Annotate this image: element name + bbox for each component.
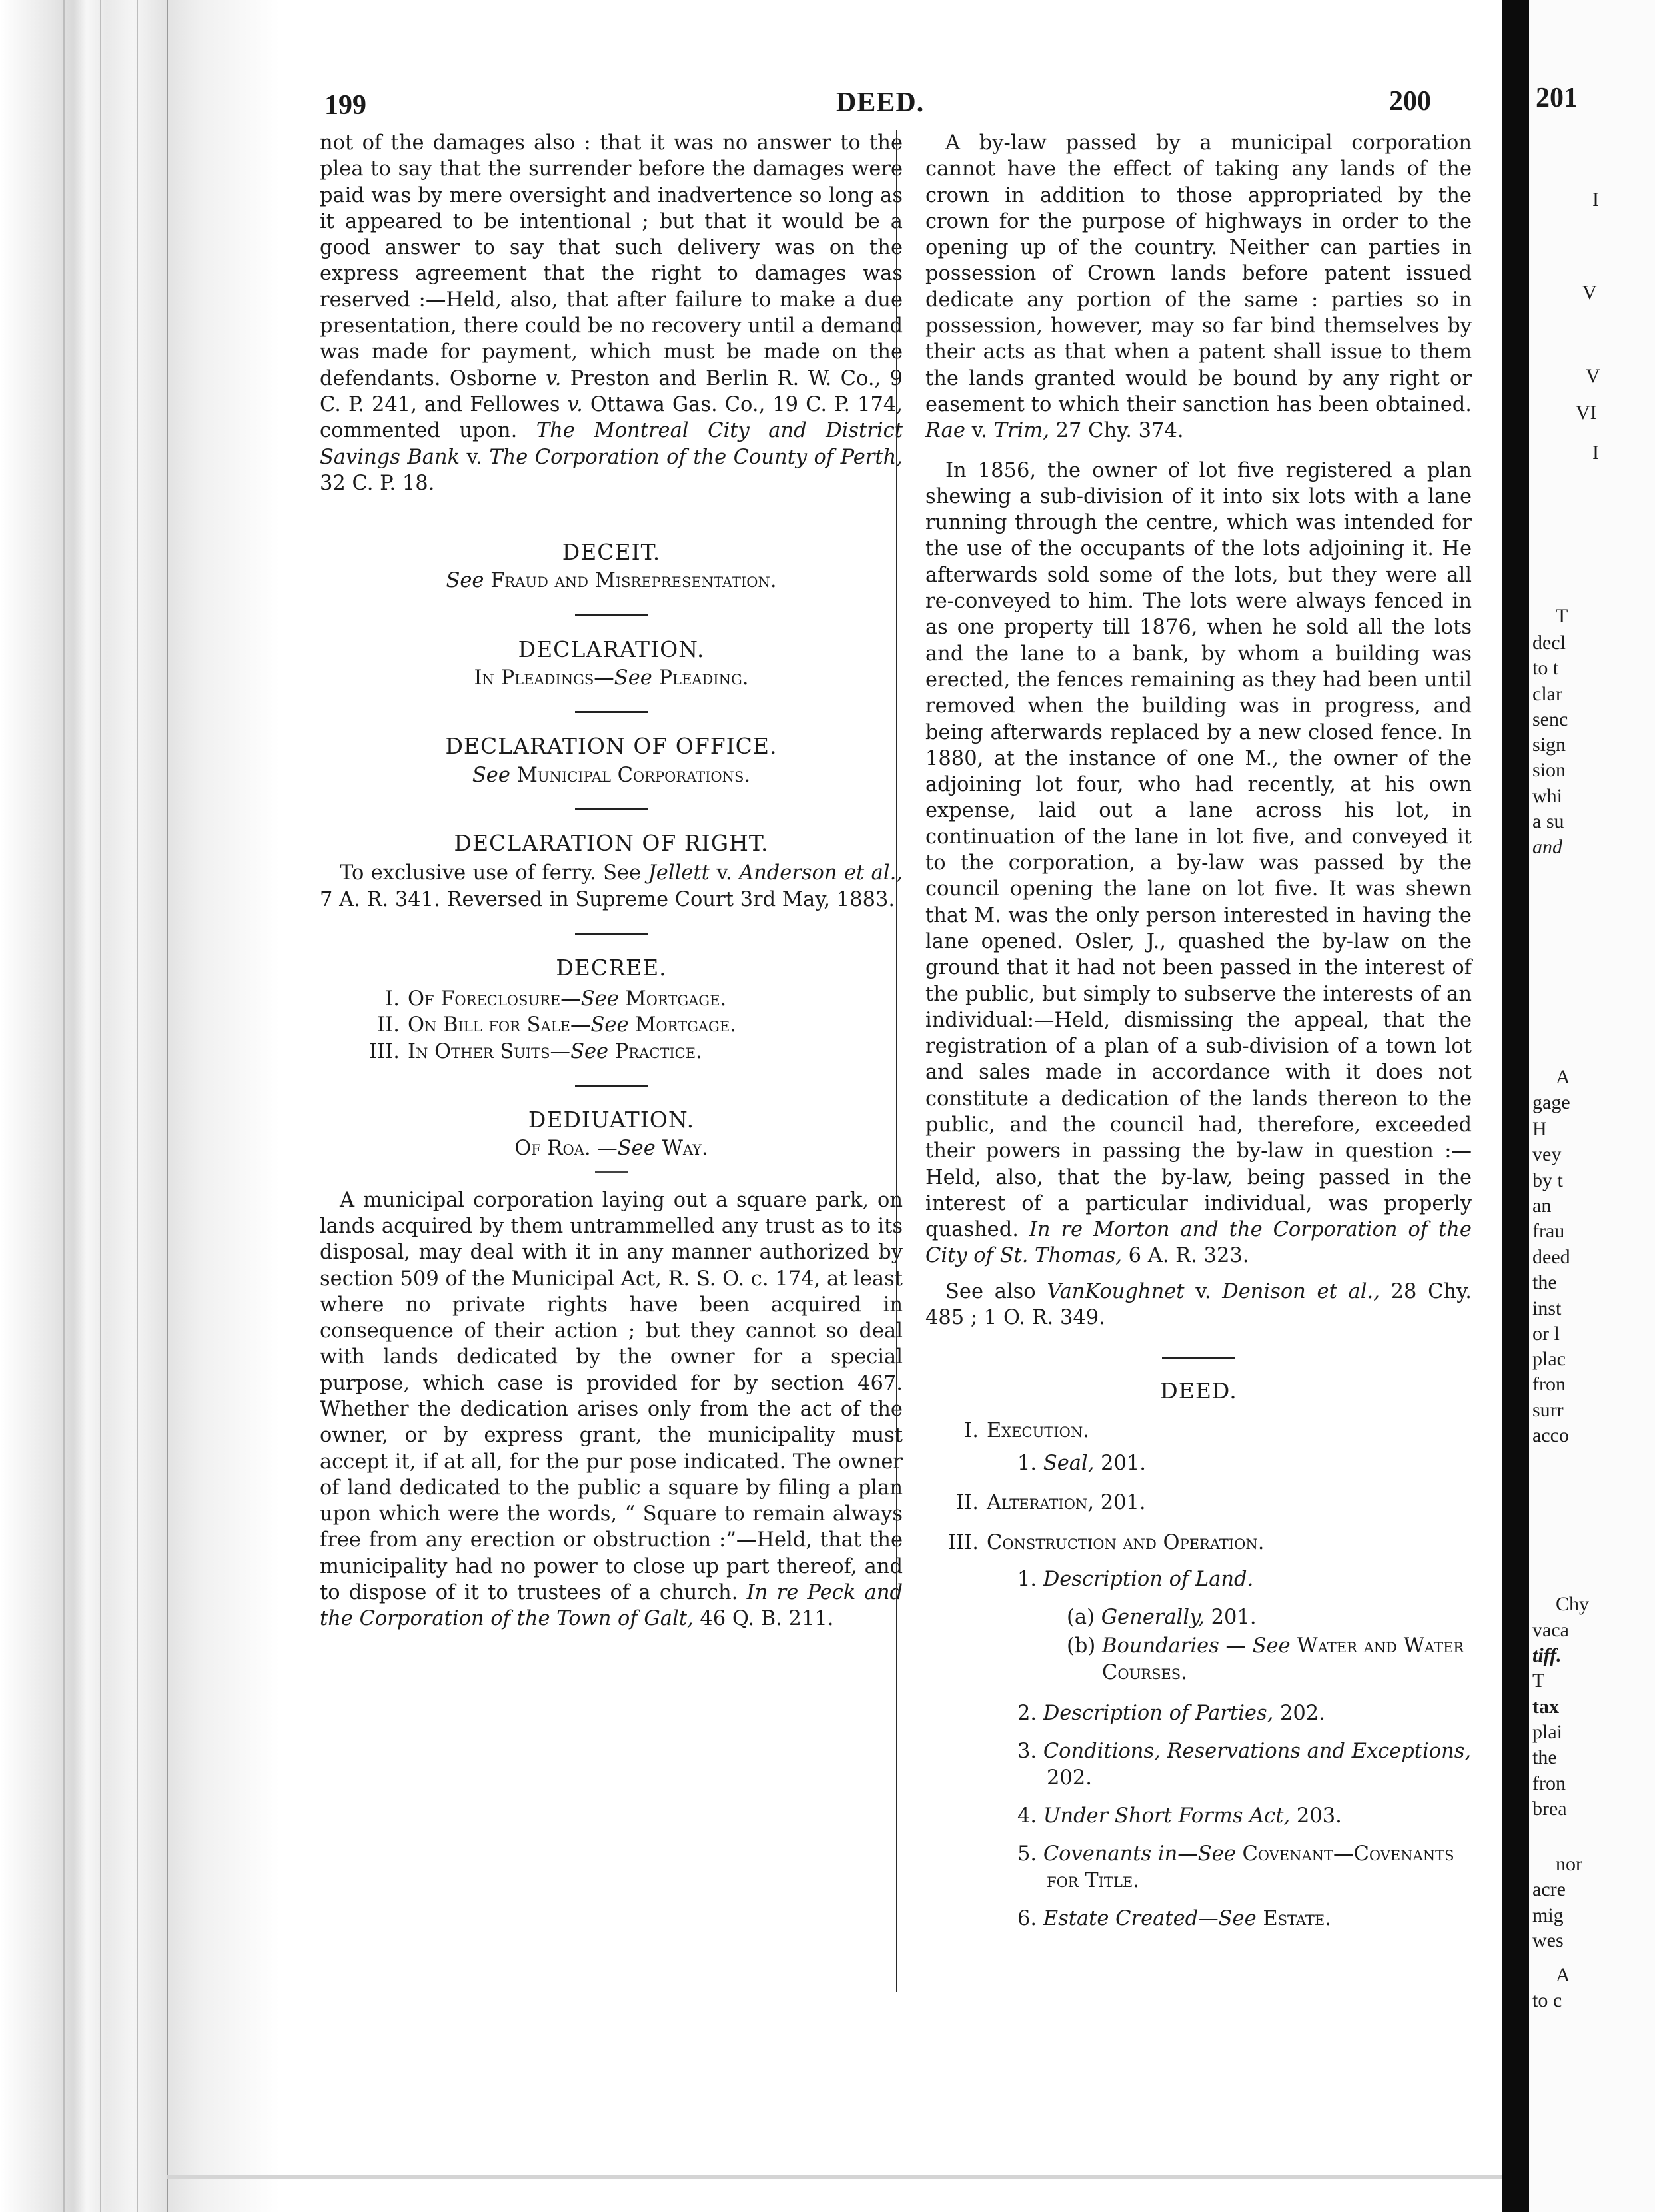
deed-outline-item: 3. Conditions, Reservations and Exceptions, 202. bbox=[1017, 1740, 1472, 1790]
decree-item: III. In Other Suits—See Practice. bbox=[369, 1039, 702, 1063]
next-page-fragment: V bbox=[1586, 365, 1600, 387]
divider bbox=[575, 808, 648, 810]
deed-outline-item: 5. Covenants in—See Covenant—Covenants for Title. bbox=[1017, 1842, 1454, 1892]
right-column bbox=[896, 130, 1472, 1992]
next-page-fragment: Chy bbox=[1556, 1593, 1590, 1615]
next-page-fragment: to t bbox=[1532, 657, 1559, 679]
next-page-fragment: sion bbox=[1532, 759, 1566, 781]
next-page-fragment: A bbox=[1556, 1066, 1570, 1088]
page-stack-edge bbox=[0, 0, 286, 2212]
running-header bbox=[293, 77, 1486, 121]
next-page-fragment: vaca bbox=[1532, 1619, 1569, 1641]
deed-outline-item: 2. Description of Parties, 202. bbox=[1017, 1702, 1325, 1726]
divider bbox=[575, 1085, 648, 1087]
next-page-fragment: I bbox=[1592, 189, 1599, 211]
running-title: DEED. bbox=[836, 87, 925, 118]
deed-outline-item: 1. Seal, 201. bbox=[1017, 1451, 1146, 1475]
heading-declaration-of-right: DECLARATION OF RIGHT. bbox=[454, 830, 769, 856]
next-page-fragment: gage bbox=[1532, 1091, 1570, 1113]
next-page-fragment: decl bbox=[1532, 632, 1566, 654]
right-paragraph-1: A by-law passed by a municipal corporation cannot have the effect of taking any lands of the crown in addition to those appropriated by the crown for the purpose of highways in order to the opening up of the country. Neither can parties in possession of Crown lands before patent issued dedicate any portion of the same : parties so in possession, however, may so far bind themselves by their acts as that when a patent shall issue to them the lands granted would be bound by any right or easement to which their sanction has been obtained. Rae v. Trim, 27 Chy. 374. bbox=[925, 131, 1472, 443]
left-paragraph-1: not of the damages also : that it was no answer to the plea to say that the surrender before the damages were paid was by mere oversight and inadvertence so long as it appeared to be intentional ; but that it would be a good answer to say that such delivery was on the express agreement that the right to damages was reserved :—Held, also, that after failure to make a due presentation, there could be no recovery until a demand was made for payment, which must be made on the defendants. Osborne v. Preston and Berlin R. W. Co., 9 C. P. 241, and Fellowes v. Ottawa Gas. Co., 19 C. P. 174, commented upon. The Montreal City and District Savings Bank v. The Corporation of the County of Perth, 32 C. P. 18. bbox=[320, 131, 903, 495]
next-page-fragment: nor bbox=[1556, 1853, 1582, 1875]
next-page-fragment: an bbox=[1532, 1195, 1552, 1217]
next-page-number: 201 bbox=[1536, 83, 1578, 113]
next-page-fragment: plai bbox=[1532, 1721, 1562, 1743]
page-number-left: 199 bbox=[324, 90, 366, 121]
next-page-fragment: acco bbox=[1532, 1424, 1569, 1446]
next-page-fragment: VI bbox=[1576, 402, 1597, 424]
next-page-edge bbox=[1529, 0, 1655, 2212]
decree-item: II. On Bill for Sale—See Mortgage. bbox=[377, 1013, 736, 1037]
declaration-of-right-text: To exclusive use of ferry. See Jellett v. Anderson et al., 7 A. R. 341. Reversed in Supreme Court 3rd May, 1883. bbox=[320, 861, 903, 911]
decree-outline bbox=[320, 986, 903, 1065]
next-page-fragment: A bbox=[1556, 1964, 1570, 1986]
heading-deceit: DECEIT. bbox=[562, 539, 661, 566]
next-page-fragment: the bbox=[1532, 1746, 1557, 1768]
deed-outline-item: (a) Generally, 201. bbox=[1067, 1606, 1257, 1630]
next-page-fragment: tax bbox=[1532, 1696, 1559, 1718]
next-page-fragment: V bbox=[1582, 282, 1597, 304]
next-page-fragment: vey bbox=[1532, 1143, 1562, 1165]
declaration-cross-reference: In Pleadings—See Pleading. bbox=[474, 666, 749, 690]
heading-decree: DECREE. bbox=[556, 954, 667, 981]
next-page-fragment: fron bbox=[1532, 1772, 1566, 1794]
deed-outline-item: 1. Description of Land. bbox=[1017, 1567, 1254, 1591]
next-page-fragment: plac bbox=[1532, 1348, 1566, 1370]
next-page-fragment: mig bbox=[1532, 1904, 1564, 1926]
deed-outline-item: (b) Boundaries — See Water and Water Courses. bbox=[1067, 1634, 1464, 1684]
heading-deed: DEED. bbox=[1160, 1378, 1237, 1404]
deed-outline-item: II. Alteration, 201. bbox=[956, 1491, 1146, 1515]
heading-dedication: DEDIUATION. bbox=[528, 1107, 695, 1133]
next-page-fragment: deed bbox=[1532, 1246, 1570, 1268]
next-page-fragment: whi bbox=[1532, 785, 1562, 807]
deed-outline-item: 4. Under Short Forms Act, 203. bbox=[1017, 1804, 1342, 1828]
next-page-fragment: to c bbox=[1532, 1989, 1562, 2011]
divider bbox=[575, 933, 648, 935]
next-page-fragment: tiff. bbox=[1532, 1644, 1562, 1666]
book-gutter bbox=[1502, 0, 1529, 2212]
next-page-fragment: brea bbox=[1532, 1798, 1567, 1820]
divider bbox=[575, 614, 648, 616]
left-paragraph-2: A municipal corporation laying out a square park, on lands acquired by them untrammelled any trust as to its disposal, may deal with it in any manner authorized by section 509 of the Municipal Act, R. S. O. c. 174, at least where no private rights have been acquired in consequence of their action ; but they cannot so deal with lands dedicated by the owner for a special purpose, which case is provided for by section 467. Whether the dedication arises only from the act of the owner, or by express grant, the municipality must accept it, if at all, for the pur pose indicated. The owner of land dedicated to the public a square by filing a plan upon which were the words, “ Square to remain always free from any erection or obstruction :”—Held, that the municipality had no power to close up part thereof, and to dispose of it to trustees of a church. In re Peck and the Corporation of the Town of Galt, 46 Q. B. 211. bbox=[320, 1188, 903, 1631]
right-paragraph-2: In 1856, the owner of lot five registered a plan shewing a sub-division of it into six lots with a lane running through the centre, which was intended for the use of the occupants of the lots adjoining it. He afterwards sold some of the lots, but they were all re-conveyed to him. The lots were always fenced in as one property till 1876, when he sold all the lots and the lane to a bank, by whom a building was erected, the fences remaining as they had been until removed when the building was in progress, and being afterwards replaced by a new closed fence. In 1880, at the instance of one M., the owner of the adjoining lot four, who had recently, at his own expense, laid out a lane across his lot, in continuation of the lane in lot five, and conveyed it to the corporation, a by-law was passed by the council opening the lane on lot five. It was shewn that M. was the only person interested in having the lane opened. Osler, J., quashed the by-law on the ground that it had not been passed in the interest of the public, but simply to subserve the interests of an individual:—Held, dismissing the appeal, that the registration of a plan of a sub-division of a town lot and sales made in accordance with it does not constitute a dedication of the lands thereon to the public, and the council had, therefore, exceeded their powers in passing the by-law in question :—Held, also, that the by-law, being passed in the interest of a particular individual, was properly quashed. In re Morton and the Corporation of the City of St. Thomas, 6 A. R. 323. bbox=[925, 458, 1472, 1268]
short-divider bbox=[595, 1171, 628, 1173]
next-page-fragment: clar bbox=[1532, 683, 1562, 705]
left-column bbox=[320, 130, 903, 1632]
divider bbox=[1162, 1357, 1235, 1359]
next-page-fragment: sign bbox=[1532, 734, 1566, 756]
next-page-fragment: the bbox=[1532, 1271, 1557, 1293]
next-page-fragment: T bbox=[1556, 605, 1568, 627]
next-page-fragment: and bbox=[1532, 836, 1562, 858]
declaration-of-office-cross-reference: See Municipal Corporations. bbox=[472, 763, 751, 787]
next-page-fragment: by t bbox=[1532, 1169, 1563, 1191]
next-page-fragment: H bbox=[1532, 1118, 1547, 1140]
next-page-fragment: fron bbox=[1532, 1373, 1566, 1395]
deed-outline bbox=[925, 1418, 1472, 1932]
page-bottom-edge bbox=[167, 2175, 1502, 2179]
deed-outline-item: I. Execution. bbox=[964, 1418, 1089, 1442]
next-page-fragment: a su bbox=[1532, 810, 1564, 832]
next-page-fragment: T bbox=[1532, 1670, 1545, 1692]
next-page-fragment: frau bbox=[1532, 1220, 1565, 1242]
deed-outline-item: III. Construction and Operation. bbox=[948, 1530, 1265, 1554]
page-number-right: 200 bbox=[1389, 86, 1431, 117]
dedication-cross-reference: Of Roa. —See Way. bbox=[514, 1137, 708, 1161]
book-page bbox=[293, 67, 1499, 2165]
heading-declaration-of-office: DECLARATION OF OFFICE. bbox=[445, 733, 778, 760]
next-page-fragment: I bbox=[1592, 442, 1599, 464]
heading-declaration: DECLARATION. bbox=[518, 636, 705, 662]
next-page-fragment: wes bbox=[1532, 1930, 1564, 1951]
next-page-fragment: senc bbox=[1532, 708, 1568, 730]
next-page-fragment: or l bbox=[1532, 1323, 1560, 1345]
decree-item: I. Of Foreclosure—See Mortgage. bbox=[385, 987, 727, 1011]
deceit-cross-reference: See Fraud and Misrepresentation. bbox=[446, 569, 777, 593]
next-page-fragment: acre bbox=[1532, 1878, 1566, 1900]
next-page-fragment: inst bbox=[1532, 1297, 1562, 1319]
divider bbox=[575, 711, 648, 713]
next-page-fragment: surr bbox=[1532, 1399, 1564, 1421]
deed-outline-item: 6. Estate Created—See Estate. bbox=[1017, 1906, 1331, 1930]
right-paragraph-3: See also VanKoughnet v. Denison et al., 28 Chy. 485 ; 1 O. R. 349. bbox=[925, 1279, 1472, 1330]
